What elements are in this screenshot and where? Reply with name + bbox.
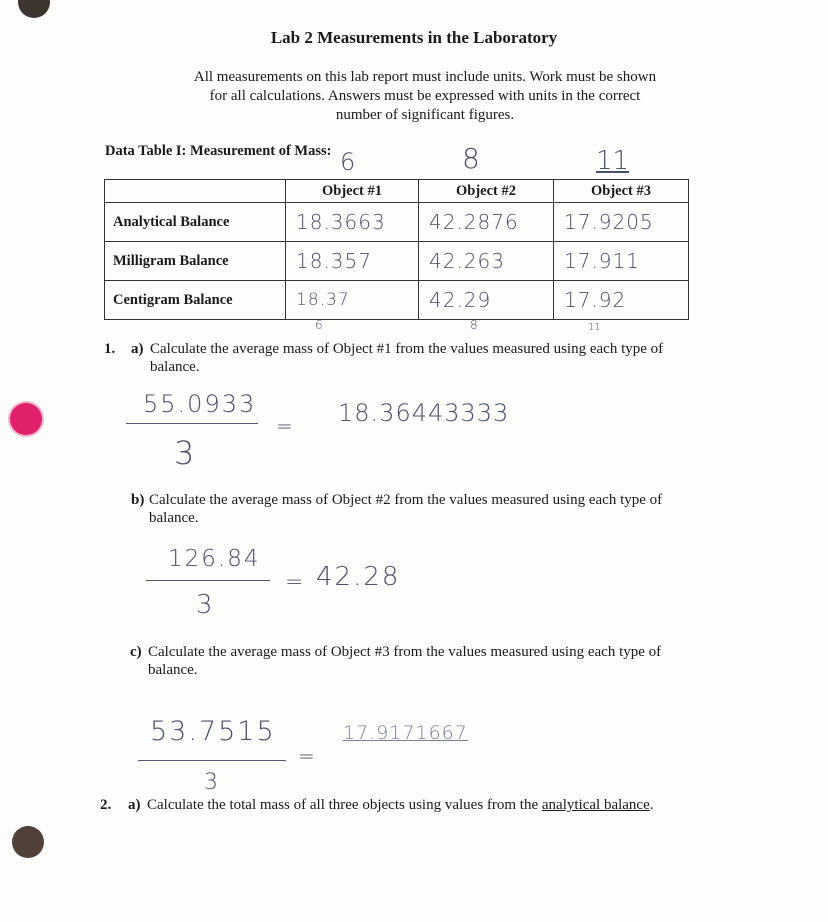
question-1a-text: Calculate the average mass of Object #1 from the values measured using each type of balance.: [150, 341, 664, 375]
question-2a: [147, 796, 747, 814]
q1a-numerator: 55.0933: [143, 390, 257, 418]
q1b-result: 42.28: [316, 562, 401, 592]
table-row: [105, 203, 689, 242]
header-object1: Object #1: [286, 180, 419, 203]
q1b-equals: =: [285, 570, 304, 595]
table-caption: Data Table I: Measurement of Mass:: [105, 143, 332, 159]
table-cell: 18.357: [286, 242, 419, 281]
question-1-number: 1.: [104, 341, 116, 357]
table-row: [105, 242, 689, 281]
q1b-fraction-bar: [146, 580, 270, 581]
q1c-fraction-bar: [138, 760, 286, 761]
table-cell: 18.37: [286, 281, 419, 320]
question-2a-period: .: [649, 797, 654, 813]
table-cell: 17.92: [554, 281, 689, 320]
table-cell: 17.911: [554, 242, 689, 281]
table-header-row: [105, 180, 689, 203]
question-1c-label: c): [130, 644, 142, 660]
question-1b-label: b): [131, 492, 145, 508]
sigfig-note-object3-bottom: 11: [588, 322, 601, 333]
q1b-denominator: 3: [196, 590, 213, 620]
sigfig-note-object1-top: 6: [340, 148, 356, 176]
q1c-numerator: 53.7515: [150, 716, 276, 747]
row-label: Milligram Balance: [105, 242, 286, 281]
question-1a-label: a): [131, 341, 144, 357]
table-cell: 42.29: [419, 281, 554, 320]
q1a-fraction-bar: [126, 423, 258, 424]
question-1b-text: Calculate the average mass of Object #2 from the values measured using each type of balance.: [149, 492, 663, 526]
binder-hole-top: [18, 0, 50, 18]
sigfig-note-object2-top: 8: [462, 142, 480, 175]
row-label: Analytical Balance: [105, 203, 286, 242]
question-2a-text: Calculate the total mass of all three objects using values from the: [147, 797, 539, 813]
table-cell: 17.9205: [554, 203, 689, 242]
sigfig-note-object2-bottom: 8: [470, 318, 478, 332]
table-cell: 42.263: [419, 242, 554, 281]
mass-data-table: [104, 179, 689, 320]
q1c-equals: =: [298, 744, 315, 768]
q1a-equals: =: [276, 414, 293, 438]
table-row: [105, 281, 689, 320]
question-2a-label: a): [128, 797, 141, 813]
header-object3: Object #3: [554, 180, 689, 203]
question-2-number: 2.: [100, 797, 112, 813]
binder-hole-bottom: [12, 826, 44, 858]
q1c-denominator: 3: [204, 770, 218, 795]
question-2a-underlined: analytical balance: [541, 797, 650, 813]
header-object2: Object #2: [419, 180, 554, 203]
q1a-result: 18.36443333: [338, 399, 510, 427]
q1a-denominator: 3: [174, 434, 195, 472]
header-blank: [105, 180, 286, 203]
sigfig-note-object3-top: 11: [596, 146, 630, 176]
sigfig-note-object1-bottom: 6: [315, 318, 323, 332]
instructions-paragraph: All measurements on this lab report must include units. Work must be shown for all calculations. Answers must be expressed with units in the correct number of significant figures.: [193, 69, 657, 123]
table-cell: 42.2876: [419, 203, 554, 242]
table-cell: 18.3663: [286, 203, 419, 242]
q1b-numerator: 126.84: [168, 546, 261, 572]
question-1c-text: Calculate the average mass of Object #3 from the values measured using each type of balance.: [148, 644, 662, 678]
page-title: Lab 2 Measurements in the Laboratory: [270, 28, 558, 47]
row-label: Centigram Balance: [105, 281, 286, 320]
binder-hole-middle: [10, 403, 42, 435]
q1c-result: 17.9171667: [343, 722, 468, 744]
